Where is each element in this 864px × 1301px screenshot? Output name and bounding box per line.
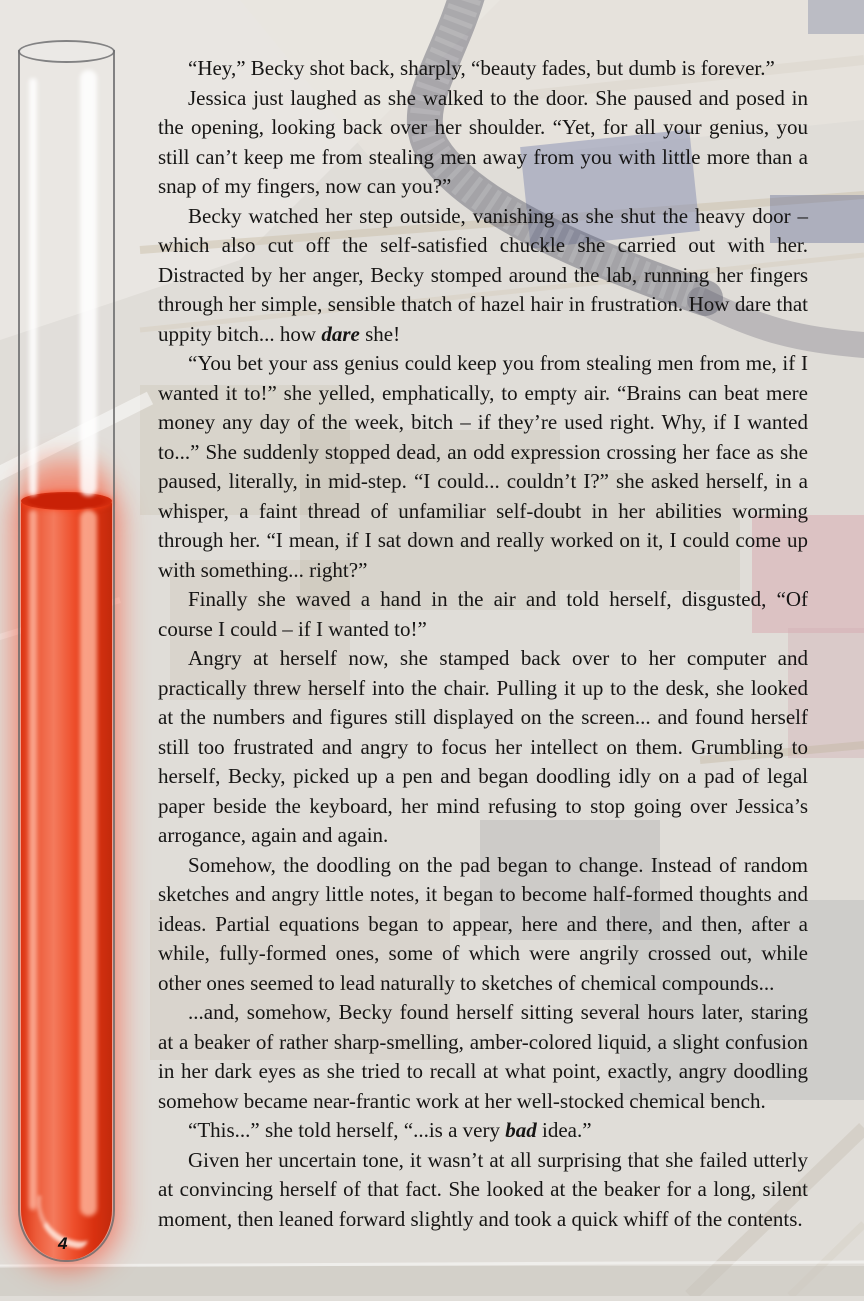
- story-paragraph: [158, 851, 808, 999]
- story-paragraph: [158, 54, 808, 84]
- story-paragraph: [158, 349, 808, 585]
- story-segment: Becky watched her step outside, vanishing as she shut the heavy door – which also cut off the self-satisfied chuckle she carried out with her. Distracted by her anger, Becky stomped around the lab, running her fingers through her simple, sensible thatch of hazel hair in frustration. How dare that uppity bitch... how: [158, 203, 808, 346]
- story-segment: Given her uncertain tone, it wasn’t at all surprising that she failed utterly at convincing herself of that fact. She looked at the beaker for a long, silent moment, then leaned forward slightly and took a quick whiff of the contents.: [158, 1147, 808, 1231]
- story-segment: “Hey,” Becky shot back, sharply, “beauty fades, but dumb is forever.”: [188, 56, 775, 80]
- story-paragraph: [158, 84, 808, 202]
- liquid-highlight-right: [80, 510, 97, 1216]
- test-tube-illustration: [18, 40, 115, 1264]
- story-segment: “You bet your ass genius could keep you from stealing men from me, if I wanted it to!” she yelled, emphatically, to empty air. “Brains can beat mere money any day of the week, bitch – if they’re used right. Why, if I wanted to...” She suddenly stopped dead, an odd expression crossing her face as she paused, literally, in mid-step. “I could... couldn’t I?” she asked herself, in a whisper, a faint thread of unfamiliar self-doubt in her abilities worming through her. “I mean, if I sat down and really worked on it, I could come up with something... right?”: [158, 351, 808, 582]
- story-segment: idea.”: [536, 1118, 592, 1142]
- glass-highlight-right: [80, 70, 97, 496]
- liquid-highlight-left: [29, 510, 37, 1210]
- story-paragraph: [158, 1146, 808, 1235]
- story-segment: Jessica just laughed as she walked to the door. She paused and posed in the opening, looking back over her shoulder. “Yet, for all your genius, you still can’t keep me from stealing men away from you with little more than a snap of my fingers, now can you?”: [158, 85, 808, 198]
- story-segment: “This...” she told herself, “...is a very: [188, 1118, 506, 1142]
- story-segment: Finally she waved a hand in the air and told herself, disgusted, “Of course I could – if I wanted to!”: [158, 587, 808, 641]
- page-number: 4: [58, 1234, 68, 1253]
- story-paragraph: [158, 644, 808, 851]
- story-segment: Somehow, the doodling on the pad began to change. Instead of random sketches and angry little notes, it began to become half-formed thoughts and ideas. Partial equations began to appear, here and there, and then, after a while, fully-formed ones, some of which were angrily crossed out, while other ones seemed to lead naturally to sketches of chemical compounds...: [158, 852, 808, 995]
- emphasized-word: bad: [505, 1118, 537, 1142]
- glass-highlight-left: [29, 78, 37, 496]
- emphasized-word: dare: [321, 321, 360, 346]
- story-segment: she!: [359, 321, 401, 346]
- story-paragraph: [158, 585, 808, 644]
- story-segment: Angry at herself now, she stamped back over to her computer and practically threw herself into the chair. Pulling it up to the desk, she looked at the numbers and figures still displayed on the screen... and found herself still too frustrated and angry to focus her intellect on them. Grumbling to herself, Becky, picked up a pen and began doodling idly on a pad of legal paper beside the keyboard, her mind refusing to stop going over Jessica’s arrogance, again and again.: [158, 646, 808, 847]
- test-tube-rim: [18, 40, 115, 63]
- story-paragraph: [158, 202, 808, 350]
- story-text: [158, 54, 808, 1234]
- story-paragraph: [158, 998, 808, 1116]
- story-segment: ...and, somehow, Becky found herself sitting several hours later, staring at a beaker of rather sharp-smelling, amber-colored liquid, a slight confusion in her dark eyes as she tried to recall at what point, exactly, angry doodling somehow became near-frantic work at her well-stocked chemical bench.: [158, 1000, 808, 1113]
- story-paragraph: [158, 1116, 808, 1146]
